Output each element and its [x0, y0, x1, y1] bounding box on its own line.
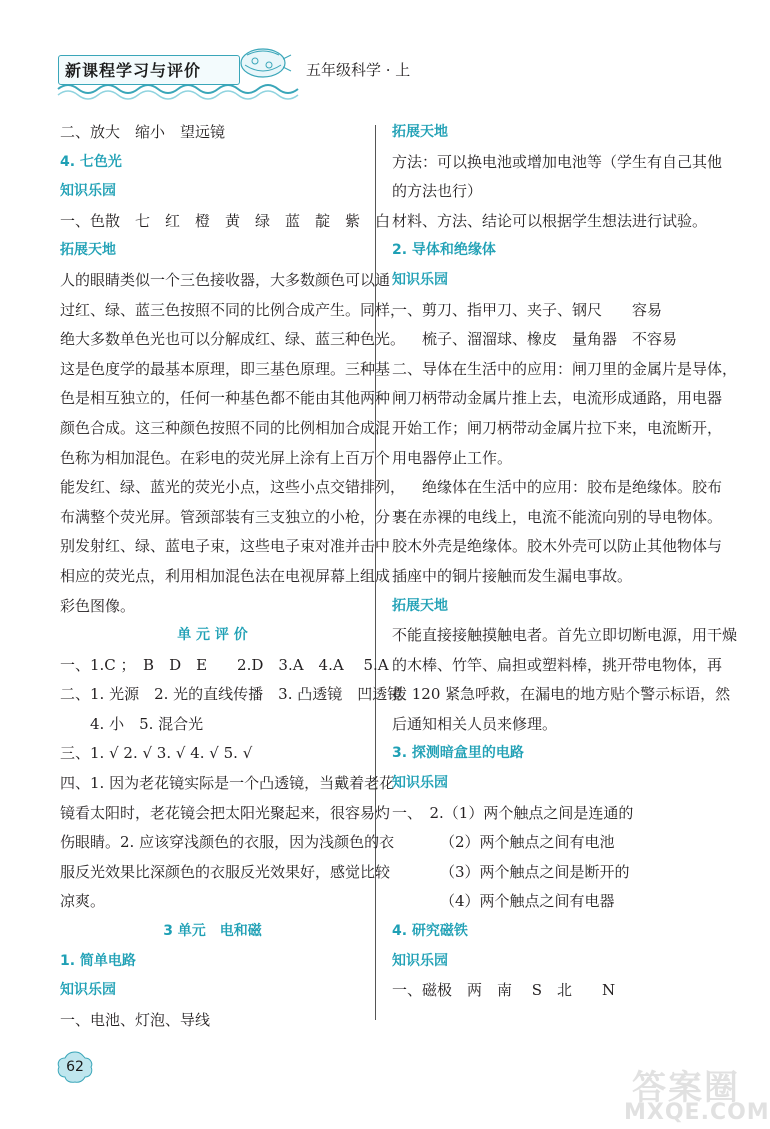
- left-text-line: 二、1. 光源 2. 光的直线传播 3. 凸透镜 凹透镜: [60, 685, 403, 704]
- left-section-heading: 3 单元 电和磁: [163, 923, 262, 940]
- right-section-heading: 拓展天地: [392, 124, 448, 140]
- right-text-line: （4）两个触点之间有电器: [440, 892, 615, 911]
- left-text-line: 四、1. 因为老花镜实际是一个凸透镜，当戴着老花: [60, 774, 395, 793]
- right-section-heading: 知识乐园: [392, 271, 448, 288]
- right-text-line: 后通知相关人员来修理。: [392, 714, 558, 733]
- right-text-line: 不能直接接触摸触电者。首先立即切断电源，用干燥: [392, 626, 738, 645]
- right-section-heading: 知识乐园: [392, 952, 448, 969]
- right-text-line: 材料、方法、结论可以根据学生想法进行试验。: [392, 211, 708, 230]
- left-text-line: 二、放大 缩小 望远镜: [60, 123, 226, 141]
- right-section-heading: 拓展天地: [392, 597, 448, 614]
- watermark-line2: MXQE.COM: [624, 1100, 770, 1125]
- left-section-heading: 1. 简单电路: [60, 952, 136, 969]
- right-text-line: 裹在赤裸的电线上，电流不能流向别的导电物体。: [392, 507, 723, 526]
- right-text-line: 的木棒、竹竿、扁担或塑料棒，挑开带电物体，再: [392, 655, 723, 674]
- right-text-line: 一、磁极 两 南 S 北 N: [392, 981, 616, 1000]
- right-text-line: 开始工作；闸刀柄带动金属片拉下来，电流断开，: [392, 418, 723, 437]
- right-text-line: 绝缘体在生活中的应用：胶布是绝缘体。胶布: [422, 478, 723, 497]
- left-section-heading: 4. 七色光: [60, 153, 122, 170]
- page-number-badge: [55, 1050, 95, 1084]
- left-text-line: 颜色合成。这三种颜色按照不同的比例相加合成混: [60, 418, 391, 437]
- left-text-line: 这是色度学的最基本原理，即三基色原理。三种基: [60, 359, 391, 378]
- left-text-line: 相应的荧光点，利用相加混色法在电视屏幕上组成: [60, 566, 391, 585]
- left-text-line: 彩色图像。: [60, 596, 136, 615]
- left-section-heading: 拓展天地: [60, 242, 116, 259]
- left-text-line: 4. 小 5. 混合光: [90, 714, 204, 733]
- left-section-heading: 知识乐园: [60, 982, 116, 999]
- watermark: [612, 1060, 770, 1126]
- right-text-line: （2）两个触点之间有电池: [440, 833, 615, 852]
- left-text-line: 过红、绿、蓝三色按照不同的比例合成产生。同样，: [60, 300, 406, 319]
- left-text-line: 一、色散 七 红 橙 黄 绿 蓝 靛 紫 白: [60, 211, 391, 230]
- right-column: [392, 118, 738, 1006]
- right-text-line: 用电器停止工作。: [392, 448, 513, 467]
- right-text-line: 一、 2.（1）两个触点之间是连通的: [392, 803, 634, 822]
- right-text-line: 一、剪刀、指甲刀、夹子、钢尺 容易: [392, 300, 663, 319]
- subject-label: 五年级科学 · 上: [306, 61, 411, 79]
- watermark-line1: 答案圈: [632, 1068, 740, 1108]
- left-text-line: 能发红、绿、蓝光的荧光小点，这些小点交错排列，: [60, 478, 406, 497]
- right-text-line: 胶木外壳是绝缘体。胶木外壳可以防止其他物体与: [392, 537, 723, 556]
- left-text-line: 色称为相加混色。在彩电的荧光屏上涂有上百万个: [60, 448, 391, 467]
- page-header: [58, 45, 411, 97]
- right-text-line: 拨 120 紧急呼救，在漏电的地方贴个警示标语，然: [392, 685, 731, 704]
- right-section-heading: 4. 研究磁铁: [392, 923, 468, 940]
- right-section-heading: 3. 探测暗盒里的电路: [392, 745, 524, 762]
- left-text-line: 镜看太阳时，老花镜会把太阳光聚起来，很容易灼: [60, 803, 391, 822]
- left-text-line: 色是相互独立的，任何一种基色都不能由其他两种: [60, 389, 391, 408]
- left-text-line: 一、电池、灯泡、导线: [60, 1010, 211, 1029]
- right-section-heading: 知识乐园: [392, 775, 448, 792]
- left-text-line: 一、1.C ； B D E 2.D 3.A 4.A 5.A: [60, 655, 389, 674]
- right-text-line: 插座中的铜片接触而发生漏电事故。: [392, 566, 633, 585]
- left-text-line: 伤眼睛。2. 应该穿浅颜色的衣服，因为浅颜色的衣: [60, 833, 395, 852]
- left-section-heading: 单 元 评 价: [177, 627, 248, 644]
- right-text-line: 二、导体在生活中的应用：闸刀里的金属片是导体，: [392, 359, 738, 378]
- left-section-heading: 知识乐园: [60, 183, 116, 200]
- right-text-line: 的方法也行）: [392, 182, 483, 201]
- page-number: 62: [66, 1059, 84, 1075]
- right-text-line: （3）两个触点之间是断开的: [440, 862, 630, 881]
- right-text-line: 闸刀柄带动金属片推上去，电流形成通路，用电器: [392, 389, 723, 408]
- left-text-line: 布满整个荧光屏。管颈部装有三支独立的小枪，分: [60, 507, 391, 526]
- left-text-line: 人的眼睛类似一个三色接收器，大多数颜色可以通: [60, 270, 391, 289]
- wave-decoration-icon: [58, 81, 298, 97]
- right-text-line: 梳子、溜溜球、橡皮 量角器 不容易: [422, 330, 678, 349]
- left-text-line: 凉爽。: [60, 892, 106, 911]
- right-text-line: 方法：可以换电池或增加电池等（学生有自己其他: [392, 152, 723, 171]
- right-section-heading: 2. 导体和绝缘体: [392, 242, 496, 259]
- book-title: 新课程学习与评价: [58, 55, 240, 85]
- left-text-line: 别发射红、绿、蓝电子束，这些电子束对准并击中: [60, 537, 391, 556]
- left-text-line: 三、1. √ 2. √ 3. √ 4. √ 5. √: [60, 744, 253, 763]
- left-text-line: 绝大多数单色光也可以分解成红、绿、蓝三种色光。: [60, 330, 406, 349]
- left-column: [60, 118, 406, 1035]
- left-text-line: 服反光效果比深颜色的衣服反光效果好，感觉比较: [60, 862, 391, 881]
